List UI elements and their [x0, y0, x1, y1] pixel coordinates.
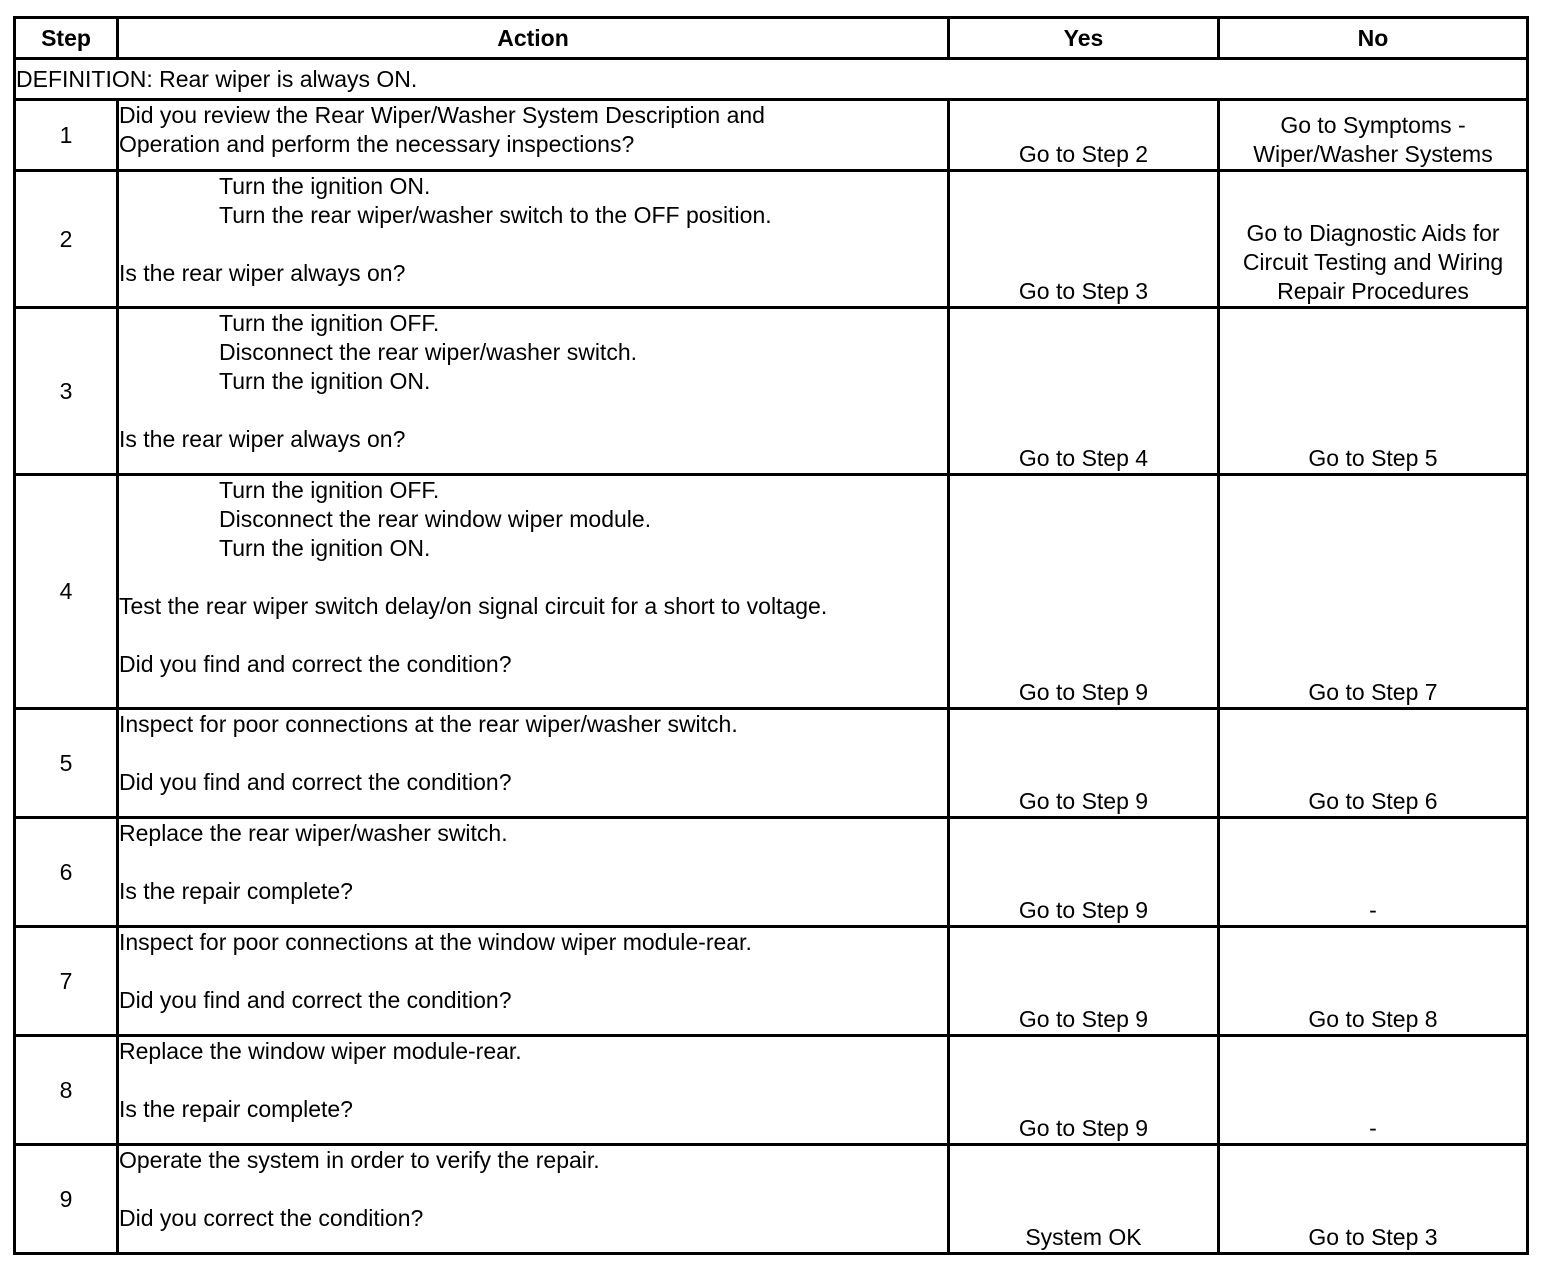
no-line: Go to Symptoms -: [1280, 112, 1466, 138]
no-line: Circuit Testing and Wiring: [1242, 249, 1504, 275]
no-result: Go to Step 3: [1219, 1145, 1528, 1254]
step-number: 3: [15, 308, 118, 475]
table-row: [15, 927, 1528, 1036]
table-row: [15, 171, 1528, 308]
no-result: Go to Step 5: [1219, 308, 1528, 475]
header-row: [15, 18, 1528, 59]
action-line: Turn the ignition ON.: [219, 173, 431, 199]
action-line: Turn the rear wiper/washer switch to the OFF position.: [219, 202, 772, 228]
action-line: Inspect for poor connections at the rear wiper/washer switch.: [119, 711, 738, 737]
yes-result: Go to Step 9: [949, 818, 1219, 927]
definition-row: [15, 59, 1528, 100]
action-line: Did you review the Rear Wiper/Washer System Description and: [119, 102, 765, 128]
no-result: Go to Step 8: [1219, 927, 1528, 1036]
no-result: -: [1219, 818, 1528, 927]
no-result: Go to Step 7: [1219, 475, 1528, 709]
step-number: 6: [15, 818, 118, 927]
step-number: 7: [15, 927, 118, 1036]
no-line: Wiper/Washer Systems: [1253, 141, 1493, 167]
yes-result: Go to Step 3: [949, 171, 1219, 308]
table-row: [15, 818, 1528, 927]
table-row: [15, 100, 1528, 171]
action-cell: [118, 1145, 949, 1254]
header-action: Action: [118, 18, 949, 59]
action-line: Replace the rear wiper/washer switch.: [119, 820, 508, 846]
yes-result: System OK: [949, 1145, 1219, 1254]
no-result: -: [1219, 1036, 1528, 1145]
step-number: 8: [15, 1036, 118, 1145]
action-line: Disconnect the rear wiper/washer switch.: [219, 339, 637, 365]
action-line: Operate the system in order to verify the repair.: [119, 1147, 600, 1173]
action-line: Turn the ignition OFF.: [219, 310, 440, 336]
action-question: Is the rear wiper always on?: [119, 426, 406, 452]
no-line: Go to Diagnostic Aids for: [1246, 220, 1500, 246]
action-line: Replace the window wiper module-rear.: [119, 1038, 522, 1064]
header-no: No: [1219, 18, 1528, 59]
yes-result: Go to Step 9: [949, 1036, 1219, 1145]
action-question: Did you correct the condition?: [119, 1205, 424, 1231]
action-cell: [118, 100, 949, 171]
action-line: Turn the ignition OFF.: [219, 477, 440, 503]
action-question: Is the rear wiper always on?: [119, 260, 406, 286]
yes-result: Go to Step 9: [949, 927, 1219, 1036]
table-row: [15, 1036, 1528, 1145]
action-line: Disconnect the rear window wiper module.: [219, 506, 652, 532]
action-cell: [118, 709, 949, 818]
action-question: Did you find and correct the condition?: [119, 987, 512, 1013]
yes-result: Go to Step 2: [949, 100, 1219, 171]
step-number: 1: [15, 100, 118, 171]
action-line: Turn the ignition ON.: [219, 368, 431, 394]
action-test: Test the rear wiper switch delay/on signal circuit for a short to voltage.: [119, 593, 828, 619]
action-line: Operation and perform the necessary inspections?: [119, 131, 635, 157]
step-number: 2: [15, 171, 118, 308]
definition-text: DEFINITION: Rear wiper is always ON.: [15, 59, 1528, 100]
action-cell: [118, 308, 949, 475]
action-cell: [118, 818, 949, 927]
action-question: Is the repair complete?: [119, 878, 353, 904]
header-yes: Yes: [949, 18, 1219, 59]
step-number: 4: [15, 475, 118, 709]
action-cell: [118, 1036, 949, 1145]
step-number: 5: [15, 709, 118, 818]
table-row: [15, 308, 1528, 475]
header-step: Step: [15, 18, 118, 59]
table-row: [15, 1145, 1528, 1254]
no-result: [1219, 171, 1528, 308]
action-question: Is the repair complete?: [119, 1096, 353, 1122]
action-cell: [118, 475, 949, 709]
yes-result: Go to Step 9: [949, 475, 1219, 709]
action-line: Inspect for poor connections at the window wiper module-rear.: [119, 929, 752, 955]
action-line: Turn the ignition ON.: [219, 535, 431, 561]
yes-result: Go to Step 9: [949, 709, 1219, 818]
step-number: 9: [15, 1145, 118, 1254]
action-question: Did you find and correct the condition?: [119, 651, 512, 677]
no-result: Go to Step 6: [1219, 709, 1528, 818]
diagnostic-table: [13, 16, 1529, 1255]
table-row: [15, 709, 1528, 818]
no-line: Repair Procedures: [1277, 278, 1469, 304]
no-result: [1219, 100, 1528, 171]
action-question: Did you find and correct the condition?: [119, 769, 512, 795]
yes-result: Go to Step 4: [949, 308, 1219, 475]
action-cell: [118, 171, 949, 308]
table-row: [15, 475, 1528, 709]
action-cell: [118, 927, 949, 1036]
